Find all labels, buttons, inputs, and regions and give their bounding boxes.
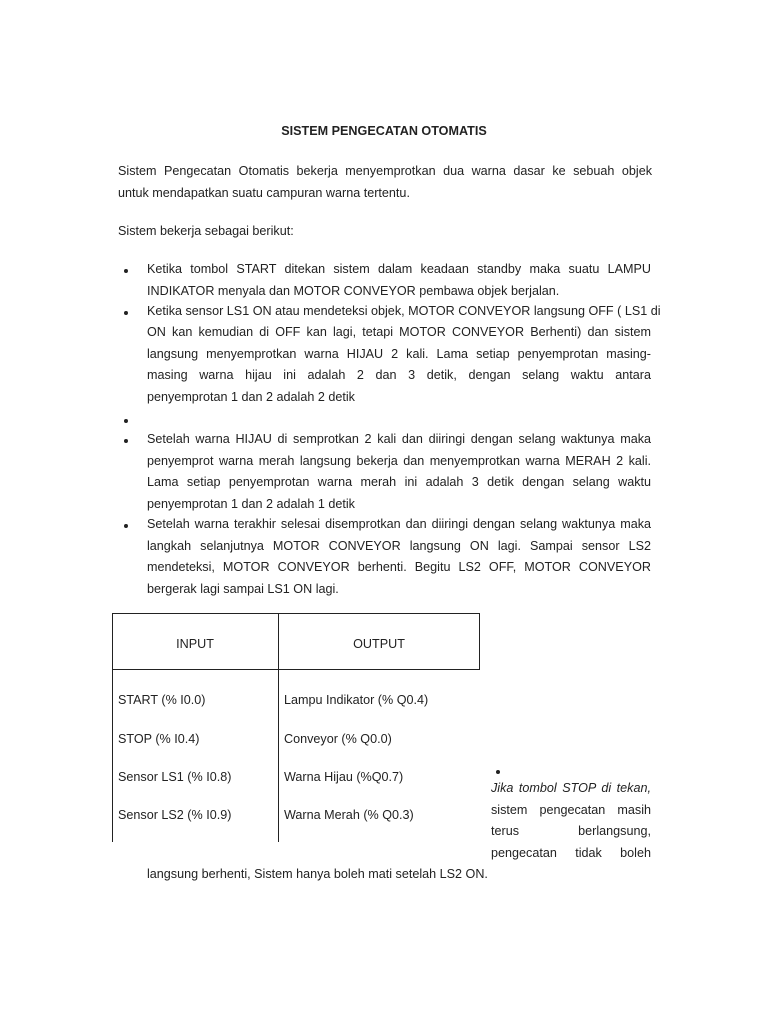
bullet-3-line-3: Lama setiap penyemprotan warna merah ini adalah 3 detik dengan selang waktu bbox=[147, 475, 651, 489]
intro-paragraph bbox=[118, 161, 652, 204]
table-cell-output: Conveyor (% Q0.0) bbox=[284, 732, 392, 746]
final-note-line-3: terus berlangsung, bbox=[491, 824, 651, 838]
table-cell-output: Warna Hijau (%Q0.7) bbox=[284, 770, 404, 784]
final-note-line-4: pengecatan tidak boleh bbox=[491, 845, 651, 860]
final-note-line-2: sistem pengecatan masih bbox=[491, 802, 651, 817]
table-cell-input: STOP (% I0.4) bbox=[118, 732, 200, 746]
table-cell-output: Lampu Indikator (% Q0.4) bbox=[284, 693, 429, 707]
table-cell-input: Sensor LS1 (% I0.8) bbox=[118, 770, 232, 784]
table-header-divider bbox=[112, 669, 480, 670]
subheading: Sistem bekerja sebagai berikut: bbox=[118, 224, 294, 238]
bullet-1-line-2: INDIKATOR menyala dan MOTOR CONVEYOR pembawa objek berjalan. bbox=[147, 284, 560, 298]
document-title: SISTEM PENGECATAN OTOMATIS bbox=[281, 124, 487, 138]
table-border-right bbox=[479, 613, 480, 670]
final-note-line-1: Jika tombol STOP di tekan, bbox=[491, 781, 651, 795]
bullet-icon bbox=[124, 524, 128, 528]
intro-line-2: untuk mendapatkan suatu campuran warna tertentu. bbox=[118, 185, 410, 200]
bullet-2-line-3: langsung menyemprotkan warna HIJAU 2 kali. Lama setiap penyemprotan masing- bbox=[147, 347, 651, 361]
bullet-4-line-4: bergerak lagi sampai LS1 ON lagi. bbox=[147, 582, 339, 596]
intro-line-1: Sistem Pengecatan Otomatis bekerja menyemprotkan dua warna dasar ke sebuah objek bbox=[118, 164, 652, 178]
table-header-input: INPUT bbox=[176, 637, 214, 651]
bullet-3-line-4: penyemprotan 1 dan 2 adalah 1 detik bbox=[147, 497, 355, 511]
bullet-2-line-1: Ketika sensor LS1 ON atau mendeteksi objek, MOTOR CONVEYOR langsung OFF ( LS1 di bbox=[147, 304, 661, 318]
bullet-4-line-1: Setelah warna terakhir selesai disemprotkan dan diiringi dengan selang waktunya maka bbox=[147, 517, 651, 531]
bullet-icon bbox=[124, 439, 128, 443]
final-note-tail: langsung berhenti, Sistem hanya boleh mati setelah LS2 ON. bbox=[147, 867, 488, 881]
bullet-icon bbox=[124, 311, 128, 315]
bullet-icon bbox=[124, 419, 128, 423]
bullet-2-line-5: penyemprotan 1 dan 2 adalah 2 detik bbox=[147, 390, 355, 404]
bullet-2-line-4: masing warna hijau ini adalah 2 dan 3 detik, dengan selang waktu antara bbox=[147, 368, 651, 382]
bullet-4-line-3: mendeteksi, MOTOR CONVEYOR berhenti. Begitu LS2 OFF, MOTOR CONVEYOR bbox=[147, 560, 651, 574]
bullet-3-line-1: Setelah warna HIJAU di semprotkan 2 kali dan diiringi dengan selang waktunya maka bbox=[147, 432, 651, 446]
table-cell-input: START (% I0.0) bbox=[118, 693, 206, 707]
table-cell-input: Sensor LS2 (% I0.9) bbox=[118, 808, 232, 822]
bullet-icon bbox=[496, 770, 500, 774]
bullet-1-line-1: Ketika tombol START ditekan sistem dalam keadaan standby maka suatu LAMPU bbox=[147, 262, 651, 276]
bullet-2-line-2: ON kan kemudian di OFF kan lagi, tetapi MOTOR CONVEYOR Berhenti) dan sistem bbox=[147, 325, 651, 339]
bullet-icon bbox=[124, 269, 128, 273]
final-note bbox=[491, 778, 651, 864]
bullet-3-line-2: penyemprot warna merah langsung bekerja dan menyemprotkan warna MERAH 2 kali. bbox=[147, 454, 651, 468]
table-cell-output: Warna Merah (% Q0.3) bbox=[284, 808, 414, 822]
bullet-4-line-2: langkah selanjutnya MOTOR CONVEYOR langsung ON lagi. Sampai sensor LS2 bbox=[147, 539, 651, 553]
table-header-output: OUTPUT bbox=[353, 637, 405, 651]
